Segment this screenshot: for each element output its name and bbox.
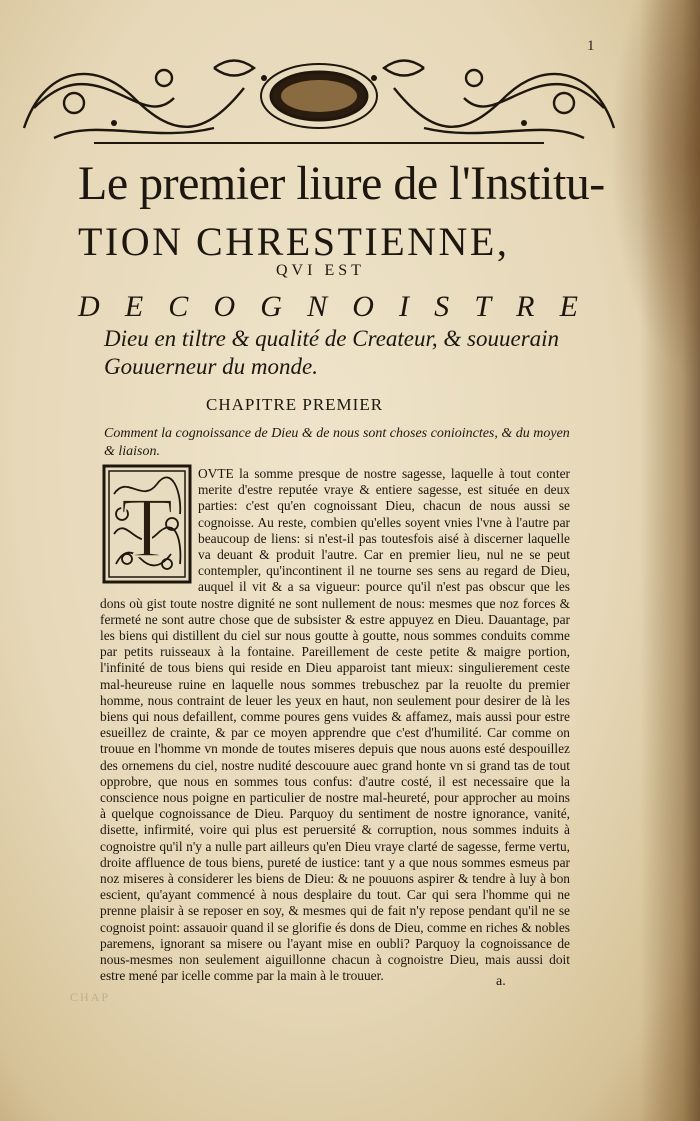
cog-letter: G: [260, 290, 282, 323]
folio-number: 1: [587, 38, 595, 54]
body-text-block: [100, 466, 570, 985]
show-through-text: CHAP: [70, 990, 111, 1004]
cog-letter: S: [434, 290, 450, 323]
drop-cap-letter: T: [120, 479, 174, 575]
title-line-1: Le premier liure de l'Institu-: [78, 157, 605, 210]
cog-letter: R: [516, 290, 535, 323]
subtitle-line-2: Gouuerneur du monde.: [104, 354, 318, 379]
cog-letter: I: [399, 290, 410, 323]
cog-letter: N: [307, 290, 328, 323]
title-line-2: TION CHRESTIENNE,: [78, 219, 510, 264]
ornamental-headpiece: [14, 48, 624, 148]
subtitle-line-1: Dieu en tiltre & qualité de Createur, & souuerain: [104, 326, 560, 351]
cog-letter: E: [559, 290, 578, 323]
catchword: a.: [496, 974, 506, 989]
cog-letter: D: [78, 290, 100, 323]
cognoistre-letters: [78, 290, 578, 324]
cog-letter: O: [213, 290, 236, 323]
cog-letter: T: [474, 290, 491, 323]
cog-letter: O: [352, 290, 374, 323]
cog-letter: C: [168, 290, 189, 323]
chapter-heading: CHAPITRE PREMIER: [206, 395, 384, 414]
qui-est: QVI EST: [276, 262, 365, 279]
cog-letter: E: [124, 290, 144, 323]
chapter-rubric: Comment la cognoissance de Dieu & de nous sont choses conioinctes, & du moyen & liaison.: [104, 426, 570, 459]
body-paragraph: OVTE la somme presque de nostre sagesse, laquelle à tout conter merite d'estre reputée vraye & entiere sagesse, est située en deux parties: c'est qu'en cognoissant Dieu, chacun de nous aussi se cognoisse. Au reste, combien qu'elles soyent vnies l'vne à l'autre par beaucoup de liens: si n'est-il pas toutesfois aisé à discerner laquelle va deuant & produit l'autre. Car en premier lieu, nul ne se peut contempler, qu'incontinent il ne tourne ses sens au regard de Dieu, auquel il vit & a sa vigueur: pource qu'il n'est pas obscur que les dons où gist toute nostre dignité ne sont nullement de nous: mesmes que noz forces & fermeté ne sont autre chose que de subsister & estre appuyez en Dieu. Dauantage, par les biens qui distillent du ciel sur nous goutte à goutte, nous sommes conduits comme par petits ruisseaux à la fontaine. Pareillement de ceste petite & maigre portion, l'infinité de tous biens qui reside en Dieu apparoist tant mieux: singulierement ceste mal-heureuse ruine en laquelle nous sommes trebuschez par la reuolte du premier homme, nous contraint de leuer les yeux en haut, non seulement pour desirer de là les biens qui nous defaillent, comme poures gens vuides & affamez, mais aussi pour estre esueillez de crainte, & par ce moyen apprendre que c'est d'humilité. Car comme on trouue en l'homme vn monde de toutes miseres depuis que nous auons esté despouillez des ornemens du ciel, nostre nudité descouure auec grand honte vn si grand tas de tout opprobre, que nous en sommes tous confus: d'autre costé, il est necessaire que la conscience nous poigne en particulier de nostre mal-heureté, pour approcher au moins à quelque cognoissance de Dieu. Parquoy du sentiment de nostre ignorance, vanité, disette, infirmité, voire qui plus est peruersité & corruption, nous sommes induits à cognoistre qu'il n'y a nulle part ailleurs qu'en Dieu vraye clarté de sagesse, ferme vertu, droite affluence de tous biens, pureté de iustice: tant y a que nous sommes esmeus par noz miseres à considerer les biens de Dieu: & ne pouuons aspirer & tendre à luy à bon escient, qu'ayant commencé à nous desplaire du tout. Car qui sera l'homme qui ne prenne plaisir à se reposer en soy, & mesmes qui de fait n'y repose pendant qu'il ne se cognoist point: assauoir quand il se glorifie és dons de Dieu, comme en riches & nobles paremens, ignorant sa misere ou l'ayant mise en oubli? Parquoy la cognoissance de nous-mesmes non seulement aiguillonne chacun à cognoistre Dieu, mais aussi doit estre mené par icelle comme par la main à le trouuer.: [100, 466, 570, 984]
